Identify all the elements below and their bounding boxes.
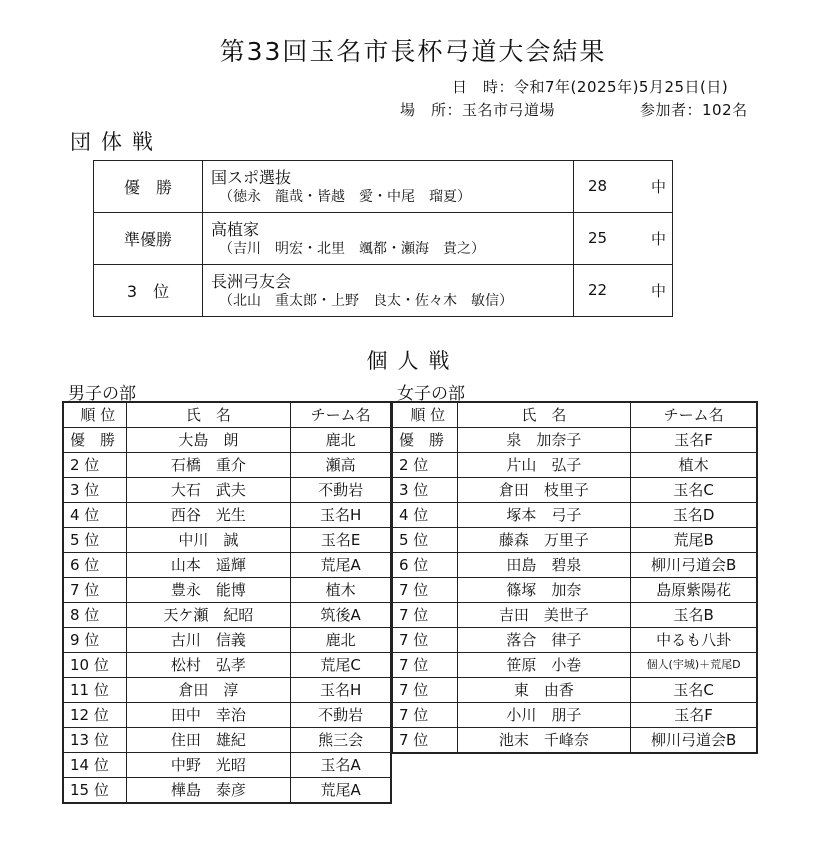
team-score-cell — [574, 161, 608, 213]
team-rank: 優 勝 — [94, 161, 203, 213]
name-cell: 大石 武夫 — [126, 478, 291, 503]
team-members: （徳永 龍哉・皆越 愛・中尾 瑠夏） — [219, 188, 471, 205]
team-cell: 不動岩 — [291, 478, 391, 503]
rank-cell: 3 位 — [63, 478, 126, 503]
team-result-row — [94, 265, 673, 317]
name-cell: 樺島 泰彦 — [126, 778, 291, 804]
table-row — [392, 703, 757, 728]
team-cell: 鹿北 — [291, 428, 391, 453]
name-cell: 中川 誠 — [126, 528, 291, 553]
name-cell: 豊永 能博 — [126, 578, 291, 603]
rank-cell: 7 位 — [392, 628, 457, 653]
rank-cell: 2 位 — [392, 453, 457, 478]
rank-cell: 7 位 — [392, 703, 457, 728]
name-cell: 古川 信義 — [126, 628, 291, 653]
team-cell: 植木 — [631, 453, 757, 478]
team-cell: 柳川弓道会B — [631, 728, 757, 754]
team-score-cell — [574, 213, 608, 265]
table-row — [63, 678, 391, 703]
team-score-unit: 中 — [576, 213, 673, 265]
name-cell: 山本 遥輝 — [126, 553, 291, 578]
team-cell: 玉名D — [631, 503, 757, 528]
table-row — [392, 578, 757, 603]
team-cell — [203, 161, 574, 213]
team-cell: 個人(宇城)＋荒尾D — [631, 653, 757, 678]
team-cell: 玉名H — [291, 503, 391, 528]
rank-column-header: 順 位 — [63, 402, 126, 428]
team-cell: 中るも八卦 — [631, 628, 757, 653]
team-column-header: チーム名 — [631, 402, 757, 428]
table-row — [63, 553, 391, 578]
table-row — [392, 628, 757, 653]
rank-cell: 7 位 — [392, 603, 457, 628]
individual-section-heading: 個人戦 — [366, 349, 460, 373]
page-title: 第33回玉名市長杯弓道大会結果 — [219, 37, 607, 66]
rank-cell: 12 位 — [63, 703, 126, 728]
team-cell: 筑後A — [291, 603, 391, 628]
name-cell: 泉 加奈子 — [457, 428, 631, 453]
name-cell: 池末 千峰奈 — [457, 728, 631, 754]
team-cell: 荒尾A — [291, 553, 391, 578]
team-cell — [203, 213, 574, 265]
table-row — [392, 503, 757, 528]
rank-cell: 11 位 — [63, 678, 126, 703]
team-cell — [203, 265, 574, 317]
rank-cell: 4 位 — [392, 503, 457, 528]
rank-cell: 優 勝 — [63, 428, 126, 453]
table-row — [63, 428, 391, 453]
team-rank: 3 位 — [94, 265, 203, 317]
table-row — [392, 728, 757, 754]
table-row — [63, 578, 391, 603]
name-cell: 天ケ瀬 紀昭 — [126, 603, 291, 628]
table-row — [63, 778, 391, 804]
team-name: 国スポ選抜 — [211, 167, 292, 187]
team-cell: 玉名E — [291, 528, 391, 553]
name-cell: 大島 朗 — [126, 428, 291, 453]
name-column-header: 氏 名 — [457, 402, 631, 428]
name-cell: 石橋 重介 — [126, 453, 291, 478]
table-row — [63, 503, 391, 528]
team-members: （北山 重太郎・上野 良太・佐々木 敏信） — [219, 292, 513, 309]
team-results-table — [93, 160, 673, 317]
men-results-table — [62, 401, 392, 804]
table-row — [63, 478, 391, 503]
table-row — [63, 728, 391, 753]
rank-cell: 7 位 — [392, 653, 457, 678]
team-score: 22 — [588, 281, 608, 299]
team-cell: 瀬高 — [291, 453, 391, 478]
table-row — [392, 528, 757, 553]
team-cell: 玉名B — [631, 603, 757, 628]
team-members: （吉川 明宏・北里 颯都・瀬海 貴之） — [219, 240, 485, 257]
table-row — [63, 703, 391, 728]
name-cell: 吉田 美世子 — [457, 603, 631, 628]
team-cell: 荒尾C — [291, 653, 391, 678]
name-cell: 倉田 枝里子 — [457, 478, 631, 503]
rank-cell: 13 位 — [63, 728, 126, 753]
table-row — [63, 753, 391, 778]
table-row — [63, 528, 391, 553]
team-cell: 不動岩 — [291, 703, 391, 728]
team-name: 長洲弓友会 — [211, 271, 292, 291]
event-date: 日 時：令和7年(2025年)5月25日(日) — [452, 78, 729, 96]
rank-cell: 7 位 — [392, 578, 457, 603]
rank-cell: 7 位 — [392, 678, 457, 703]
name-cell: 倉田 淳 — [126, 678, 291, 703]
table-row — [392, 678, 757, 703]
women-header-row — [392, 402, 757, 428]
table-row — [63, 603, 391, 628]
team-cell: 柳川弓道会B — [631, 553, 757, 578]
name-cell: 篠塚 加奈 — [457, 578, 631, 603]
team-name: 高植家 — [211, 219, 260, 239]
team-cell: 玉名H — [291, 678, 391, 703]
rank-cell: 5 位 — [392, 528, 457, 553]
name-cell: 東 由香 — [457, 678, 631, 703]
rank-cell: 10 位 — [63, 653, 126, 678]
name-cell: 住田 雄紀 — [126, 728, 291, 753]
team-cell: 鹿北 — [291, 628, 391, 653]
name-cell: 藤森 万里子 — [457, 528, 631, 553]
team-cell: 荒尾A — [291, 778, 391, 804]
team-result-row — [94, 161, 673, 213]
name-cell: 片山 弘子 — [457, 453, 631, 478]
rank-cell: 7 位 — [392, 728, 457, 754]
team-cell: 玉名A — [291, 753, 391, 778]
event-venue: 場 所：玉名市弓道場 — [400, 101, 556, 119]
men-header-row — [63, 402, 391, 428]
team-cell: 熊三会 — [291, 728, 391, 753]
rank-cell: 4 位 — [63, 503, 126, 528]
table-row — [63, 628, 391, 653]
rank-cell: 2 位 — [63, 453, 126, 478]
women-division-heading: 女子の部 — [397, 384, 465, 404]
team-score-unit: 中 — [576, 265, 673, 317]
rank-cell: 7 位 — [63, 578, 126, 603]
team-cell: 玉名F — [631, 428, 757, 453]
team-cell: 玉名C — [631, 478, 757, 503]
team-score-cell — [574, 265, 608, 317]
team-rank: 準優勝 — [94, 213, 203, 265]
name-cell: 小川 朋子 — [457, 703, 631, 728]
rank-cell: 8 位 — [63, 603, 126, 628]
rank-cell: 優 勝 — [392, 428, 457, 453]
name-cell: 田中 幸治 — [126, 703, 291, 728]
team-column-header: チーム名 — [291, 402, 391, 428]
name-cell: 中野 光昭 — [126, 753, 291, 778]
women-results-table — [391, 401, 758, 754]
table-row — [392, 603, 757, 628]
rank-cell: 14 位 — [63, 753, 126, 778]
team-result-row — [94, 213, 673, 265]
rank-cell: 9 位 — [63, 628, 126, 653]
team-cell: 島原紫陽花 — [631, 578, 757, 603]
name-cell: 田島 碧泉 — [457, 553, 631, 578]
table-row — [392, 428, 757, 453]
rank-cell: 6 位 — [63, 553, 126, 578]
table-row — [392, 453, 757, 478]
name-cell: 西谷 光生 — [126, 503, 291, 528]
table-row — [392, 653, 757, 678]
team-section-heading: 団体戦 — [70, 130, 163, 154]
rank-column-header: 順 位 — [392, 402, 457, 428]
team-score-unit: 中 — [576, 161, 673, 213]
men-division-heading: 男子の部 — [68, 384, 136, 404]
name-cell: 塚本 弓子 — [457, 503, 631, 528]
name-column-header: 氏 名 — [126, 402, 291, 428]
name-cell: 松村 弘孝 — [126, 653, 291, 678]
team-cell: 玉名C — [631, 678, 757, 703]
name-cell: 笹原 小巻 — [457, 653, 631, 678]
participant-count: 参加者：102名 — [640, 101, 748, 119]
team-cell: 玉名F — [631, 703, 757, 728]
team-score: 25 — [588, 229, 608, 247]
table-row — [63, 453, 391, 478]
rank-cell: 3 位 — [392, 478, 457, 503]
rank-cell: 15 位 — [63, 778, 126, 804]
table-row — [392, 478, 757, 503]
rank-cell: 6 位 — [392, 553, 457, 578]
team-cell: 植木 — [291, 578, 391, 603]
team-cell: 荒尾B — [631, 528, 757, 553]
table-row — [63, 653, 391, 678]
rank-cell: 5 位 — [63, 528, 126, 553]
table-row — [392, 553, 757, 578]
team-score: 28 — [588, 177, 608, 195]
name-cell: 落合 律子 — [457, 628, 631, 653]
